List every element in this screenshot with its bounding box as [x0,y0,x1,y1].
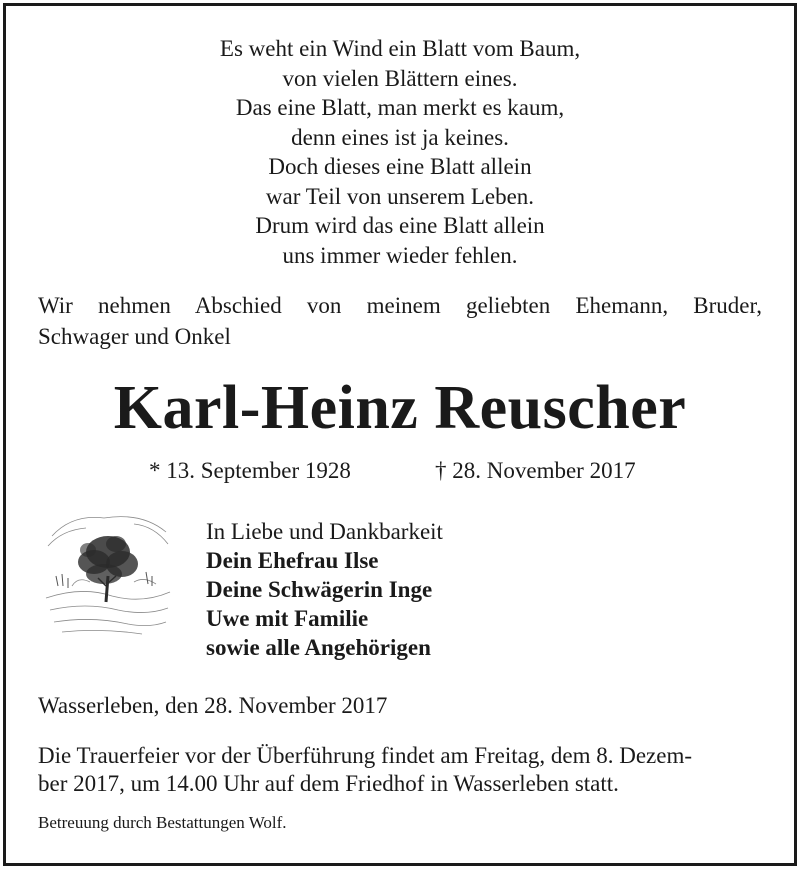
place-date: Wasserleben, den 28. November 2017 [38,693,388,718]
poem-line: Das eine Blatt, man merkt es kaum, [235,95,565,120]
birth-date: * 13. September 1928 [149,458,351,483]
death-date: † 28. November 2017 [435,458,636,483]
intro-line: Wir nehmen Abschied von meinem geliebten Ehemann, Bruder, [38,293,762,318]
funeral-service-notice [38,742,692,798]
tree-sketch-icon [42,506,174,642]
poem-line: Es weht ein Wind ein Blatt vom Baum, [219,36,581,61]
obituary-frame [3,3,797,866]
signers-lead: In Liebe und Dankbarkeit [206,519,443,544]
poem-line: Doch dieses eine Blatt allein [268,154,532,179]
signer-name: sowie alle Angehörigen [206,635,431,660]
poem-line: war Teil von unserem Leben. [265,183,535,209]
poem-line: denn eines ist ja keines. [291,124,509,150]
farewell-intro [38,290,762,352]
service-line: Die Trauerfeier vor der Überführung findet am Freitag, dem 8. Dezem- [38,743,692,768]
signer-name: Uwe mit Familie [206,606,369,631]
poem-line: von vielen Blättern eines. [282,65,518,91]
signers-block [206,517,443,662]
signer-name: Deine Schwägerin Inge [206,577,433,602]
intro-line: Schwager und Onkel [38,324,231,349]
signer-name: Dein Ehefrau Ilse [206,548,379,573]
poem-line: Drum wird das eine Blatt allein [255,213,545,238]
deceased-name: Karl-Heinz Reuscher [113,374,687,442]
undertaker-note: Betreuung durch Bestattungen Wolf. [38,813,287,832]
poem-line: uns immer wieder fehlen. [282,242,518,268]
poem [6,34,794,270]
service-line: ber 2017, um 14.00 Uhr auf dem Friedhof in Wasserleben statt. [38,771,619,796]
